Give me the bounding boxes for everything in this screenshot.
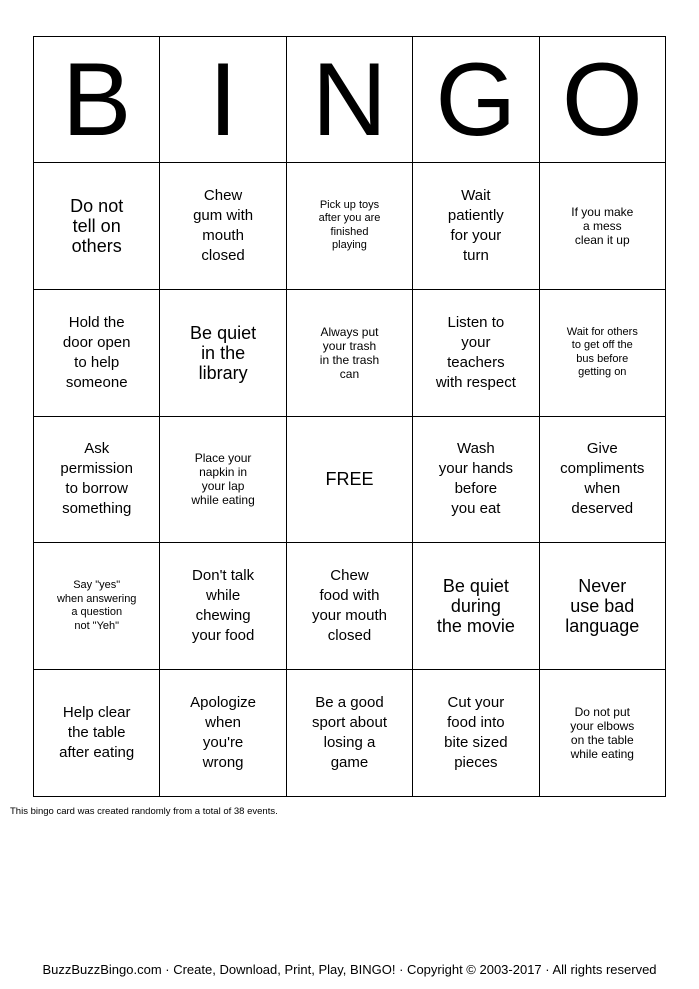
bingo-cell-line: Wash <box>456 440 495 458</box>
bingo-cell-line: tell on <box>72 215 121 236</box>
bingo-cell-line: library <box>198 362 248 383</box>
bingo-cell-line: Listen to <box>447 313 505 331</box>
bingo-row <box>34 289 666 416</box>
bingo-cell-line: food into <box>447 714 505 732</box>
bingo-cell <box>286 416 412 543</box>
bingo-cell-text <box>40 579 153 633</box>
bingo-cell-line: after you are <box>318 212 381 225</box>
bingo-cell <box>34 670 160 797</box>
bingo-cell <box>413 289 539 416</box>
bingo-cell <box>286 670 412 797</box>
bingo-cell-line: Always put <box>320 324 379 339</box>
bingo-cell-line: you eat <box>451 500 501 518</box>
bingo-cell-line: compliments <box>560 460 645 478</box>
bingo-cell <box>539 543 665 670</box>
bingo-cell-text <box>166 693 279 773</box>
bingo-cell-line: Wait for others <box>566 325 638 338</box>
bingo-cell <box>539 163 665 290</box>
bingo-cell-line: others <box>71 235 122 256</box>
header-letter-i: I <box>160 37 286 163</box>
bingo-cell-line: door open <box>62 333 131 351</box>
bingo-cell <box>286 289 412 416</box>
bingo-cell-line: food with <box>319 587 380 605</box>
bingo-cell <box>286 163 412 290</box>
bingo-cell-text <box>546 576 659 636</box>
bingo-cell-text <box>166 186 279 266</box>
bingo-cell-line: mouth <box>202 226 244 244</box>
bingo-cell-line: Cut your <box>447 694 505 712</box>
bingo-cell-text <box>293 566 406 646</box>
bingo-cell-line: Do not <box>70 195 124 216</box>
bingo-cell <box>34 163 160 290</box>
bingo-cell-line: the table <box>67 724 126 742</box>
header-row <box>34 37 666 163</box>
header-letter-b: B <box>34 37 160 163</box>
bingo-cell-text <box>293 693 406 773</box>
bingo-cell-line: you're <box>202 734 244 752</box>
bingo-cell-text <box>293 469 406 489</box>
bingo-cell-line: before <box>454 480 498 498</box>
bingo-cell-text <box>166 323 279 383</box>
bingo-cell-line: Chew <box>330 567 369 585</box>
bingo-cell-line: clean it up <box>574 232 630 247</box>
bingo-cell-line: Give <box>586 440 618 458</box>
bingo-cell-line: your <box>461 333 491 351</box>
bingo-cell <box>160 163 286 290</box>
bingo-cell-line: losing a <box>323 734 376 752</box>
bingo-cell-text <box>40 313 153 393</box>
bingo-cell <box>539 416 665 543</box>
bingo-cell-line: chewing <box>195 607 251 625</box>
bingo-cell <box>413 543 539 670</box>
bingo-cell-line: someone <box>65 373 128 391</box>
bingo-cell-line: a question <box>71 606 123 619</box>
bingo-cell-line: playing <box>332 239 367 252</box>
bingo-cell-line: with respect <box>435 373 516 391</box>
bingo-cell-text <box>546 439 659 519</box>
bingo-cell-line: language <box>565 616 640 637</box>
bingo-cell-line: napkin in <box>199 465 248 480</box>
bingo-cell-line: Do not put <box>574 705 630 720</box>
bingo-cell-line: Chew <box>203 186 243 204</box>
bingo-cell-line: finished <box>330 225 369 238</box>
bingo-cell-line: on the table <box>570 733 634 748</box>
bingo-cell-line: Be a good <box>315 694 384 712</box>
bingo-cell-line: your trash <box>322 338 377 353</box>
bingo-cell-line: to borrow <box>65 480 128 498</box>
bingo-cell-line: sport about <box>311 714 387 732</box>
bingo-cell-line: your food <box>191 627 255 645</box>
bingo-cell-line: your lap <box>201 479 245 494</box>
card-note: This bingo card was created randomly from a total of 38 events. <box>10 806 278 817</box>
bingo-cell-line: while eating <box>570 747 634 762</box>
bingo-cell-line: Apologize <box>190 694 257 712</box>
bingo-cell-line: can <box>339 366 360 381</box>
bingo-cell-line: after eating <box>59 744 135 762</box>
bingo-cell-line: teachers <box>447 353 505 371</box>
bingo-cell-line: in the <box>201 342 246 363</box>
bingo-row <box>34 416 666 543</box>
bingo-cell-text <box>419 439 532 519</box>
bingo-cell-line: your hands <box>438 460 513 478</box>
bingo-cell-line: Help clear <box>62 704 131 722</box>
bingo-cell-line: pieces <box>454 754 498 772</box>
bingo-row <box>34 543 666 670</box>
bingo-cell-line: wrong <box>202 754 244 772</box>
bingo-cell-line: Say "yes" <box>73 579 121 592</box>
bingo-cell-text <box>293 199 406 253</box>
bingo-cell-line: turn <box>462 246 489 264</box>
bingo-cell-line: when <box>584 480 621 498</box>
bingo-cell-line: gum with <box>193 206 254 224</box>
bingo-cell-line: FREE <box>325 469 374 490</box>
bingo-cell-text <box>546 205 659 247</box>
bingo-cell <box>539 289 665 416</box>
bingo-cell-line: your elbows <box>570 719 635 734</box>
bingo-cell <box>34 543 160 670</box>
header-letter-n: N <box>286 37 412 163</box>
bingo-cell-text <box>419 576 532 636</box>
bingo-cell-line: bite sized <box>444 734 508 752</box>
bingo-cell-text <box>419 313 532 393</box>
bingo-cell <box>160 670 286 797</box>
bingo-cell-line: a mess <box>582 218 622 233</box>
bingo-cell-line: Ask <box>84 440 110 458</box>
bingo-cell-text <box>166 566 279 646</box>
bingo-cell-text <box>546 326 659 380</box>
bingo-cell-text <box>419 693 532 773</box>
bingo-cell-line: to help <box>74 353 120 371</box>
bingo-cell-line: for your <box>450 226 502 244</box>
bingo-cell-line: permission <box>60 460 133 478</box>
bingo-cell-line: during <box>450 596 501 617</box>
bingo-cell-line: Never <box>578 576 627 597</box>
bingo-cell-line: when answering <box>56 592 137 605</box>
bingo-cell-line: Place your <box>194 451 252 466</box>
header-letter-g: G <box>413 37 539 163</box>
bingo-cell-line: Be quiet <box>442 576 509 597</box>
bingo-row <box>34 670 666 797</box>
bingo-cell-line: something <box>62 500 132 518</box>
bingo-cell-line: closed <box>201 246 245 264</box>
bingo-cell-text <box>546 705 659 761</box>
bingo-card <box>33 36 666 797</box>
bingo-cell-line: use bad <box>570 596 635 617</box>
bingo-cell <box>160 289 286 416</box>
bingo-cell-line: Be quiet <box>190 322 257 343</box>
bingo-cell <box>34 416 160 543</box>
bingo-cell-text <box>293 325 406 381</box>
bingo-cell <box>160 416 286 543</box>
bingo-cell-line: while eating <box>191 493 255 508</box>
bingo-cell-line: while <box>205 587 241 605</box>
bingo-cell-line: to get off the <box>571 339 633 352</box>
bingo-cell-line: deserved <box>571 500 634 518</box>
bingo-cell-line: Hold the <box>68 313 125 331</box>
bingo-cell-text <box>419 186 532 266</box>
header-letter-o: O <box>539 37 665 163</box>
bingo-cell-line: closed <box>327 627 372 645</box>
bingo-cell <box>34 289 160 416</box>
bingo-cell-line: in the trash <box>319 352 380 367</box>
bingo-cell-line: the movie <box>436 616 515 637</box>
bingo-cell-text <box>40 439 153 519</box>
bingo-cell-text <box>40 703 153 763</box>
bingo-cell-line: not "Yeh" <box>74 619 120 632</box>
bingo-cell-line: If you make <box>571 204 634 219</box>
bingo-cell-line: game <box>330 754 369 772</box>
bingo-cell-line: Don't talk <box>192 567 255 585</box>
bingo-cell <box>413 416 539 543</box>
bingo-row <box>34 163 666 290</box>
bingo-cell <box>160 543 286 670</box>
site-footer: BuzzBuzzBingo.com · Create, Download, Print, Play, BINGO! · Copyright © 2003-2017 · All rights reserved <box>42 962 657 977</box>
bingo-cell-line: bus before <box>576 352 629 365</box>
bingo-cell-text <box>40 196 153 256</box>
bingo-cell <box>539 670 665 797</box>
bingo-cell <box>413 670 539 797</box>
bingo-cell-line: when <box>205 714 242 732</box>
bingo-cell-line: Wait <box>461 186 491 204</box>
bingo-cell-text <box>166 451 279 507</box>
bingo-cell-line: Pick up toys <box>319 198 380 211</box>
bingo-cell <box>413 163 539 290</box>
bingo-cell-line: patiently <box>447 206 504 224</box>
bingo-cell-line: your mouth <box>311 607 387 625</box>
bingo-cell <box>286 543 412 670</box>
bingo-cell-line: getting on <box>578 366 627 379</box>
